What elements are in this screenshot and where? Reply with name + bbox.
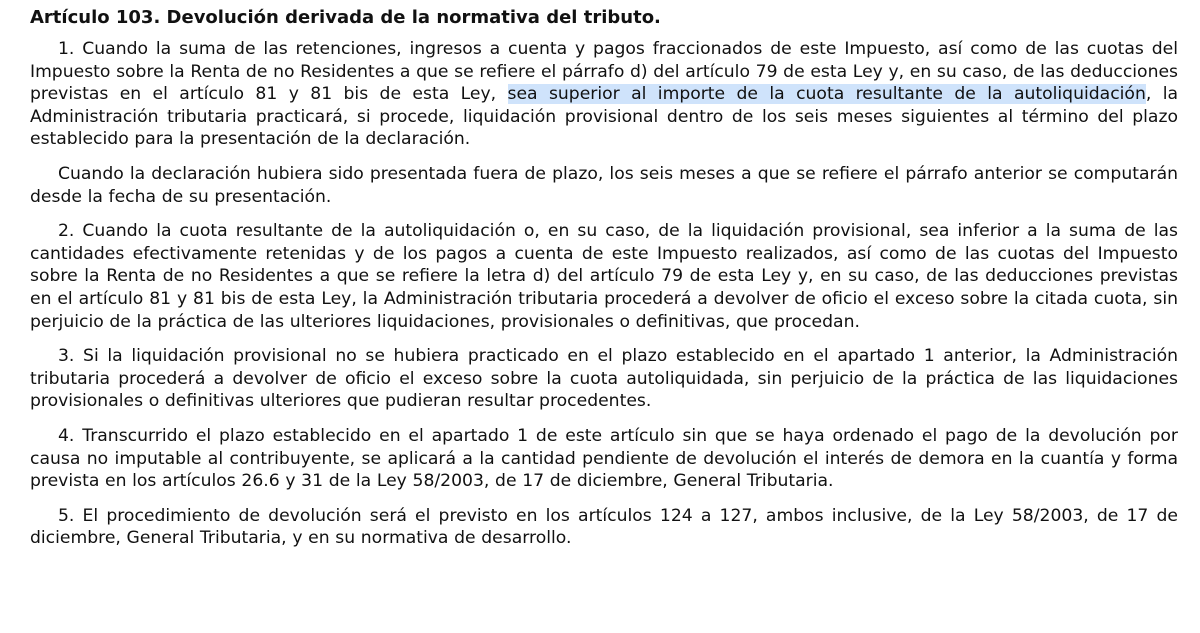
paragraph-2: 2. Cuando la cuota resultante de la autoliquidación o, en su caso, de la liquidación provisional, sea inferior a la suma de las cantidades efectivamente retenidas y de los pagos a cuenta de este Impuesto realizados, así como de las cuotas del Impuesto sobre la Renta de no Residentes a que se refiere la letra d) del artículo 79 de esta Ley y, en su caso, de las deducciones previstas en el artículo 81 y 81 bis de esta Ley, la Administración tributaria procederá a devolver de oficio el exceso sobre la citada cuota, sin perjuicio de la práctica de las ulteriores liquidaciones, provisionales o definitivas, que procedan. xyxy=(30,221,1178,332)
paragraph-4: 4. Transcurrido el plazo establecido en el apartado 1 de este artículo sin que se haya ordenado el pago de la devolución por causa no imputable al contribuyente, se aplicará a la cantidad pendiente de devolución el interés de demora en la cuantía y forma prevista en los artículos 26.6 y 31 de la Ley 58/2003, de 17 de diciembre, General Tributaria. xyxy=(30,425,1178,492)
paragraph-1-text-after: , la Administración tributaria practicará, si procede, liquidación provisional dentro de los seis meses siguientes al término del plazo establecido para la presentación de la declaración. xyxy=(30,84,1179,150)
paragraph-5: 5. El procedimiento de devolución será el previsto en los artículos 124 a 127, ambos inclusive, de la Ley 58/2003, de 17 de diciembre, General Tributaria, y en su normativa de desarrollo. xyxy=(30,505,1178,549)
paragraph-1-continuation: Cuando la declaración hubiera sido presentada fuera de plazo, los seis meses a que se refiere el párrafo anterior se computarán desde la fecha de su presentación. xyxy=(30,163,1178,207)
paragraph-3: 3. Si la liquidación provisional no se hubiera practicado en el plazo establecido en el apartado 1 anterior, la Administración tributaria procederá a devolver de oficio el exceso sobre la cuota autoliquidada, sin perjuicio de la práctica de las liquidaciones provisionales o definitivas ulteriores que pudieran resultar procedentes. xyxy=(30,346,1178,412)
text-selection-highlight[interactable]: sea superior al importe de la cuota resultante de la autoliquidación xyxy=(507,84,1146,105)
article-title: Artículo 103. Devolución derivada de la normativa del tributo. xyxy=(30,7,661,28)
paragraph-1-text-before: 1. Cuando la suma de las retenciones, ingresos a cuenta y pagos fraccionados de este Impuesto, así como de las cuotas del Impuesto sobre la Renta de no Residentes a que se refiere el párrafo d) del artículo 79 de esta Ley y, en su caso, de las deducciones previstas en el artículo 81 y 81 bis de esta Ley, xyxy=(30,39,1178,105)
paragraph-1 xyxy=(30,38,1178,151)
